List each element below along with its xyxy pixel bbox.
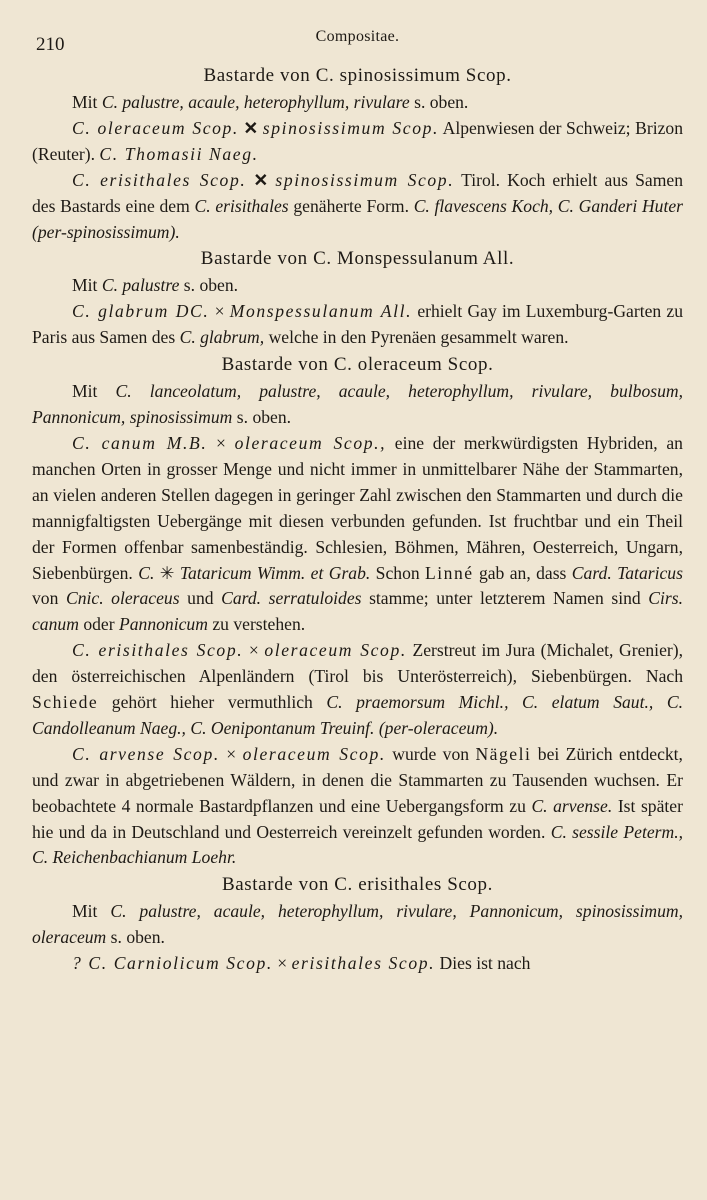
section-heading-erisithales: Bastarde von C. erisithales Scop. <box>222 874 493 896</box>
hybrid-cross-icon: ✕ <box>253 169 269 190</box>
running-title: Compositae. <box>315 28 400 45</box>
paragraph: C. erisithales Scop. ✕ spinosissimum Scop. Tirol. Koch erhielt aus Samen des Bastards eine dem C. erisithales genäherte Form. C. flavescens Koch, C. Ganderi Huter (per-spinosissimum). <box>32 169 684 242</box>
paragraph: C. canum M.B. × oleraceum Scop., eine der merkwürdigsten Hybriden, an manchen Orten in grosser Menge und nicht immer in unmittelbarer Nähe der Stammarten, an vielen anderen Stellen dagegen in geringer Zahl zwischen den Stammarten und durch die mannigfaltigsten Uebergänge mit diesen verbunden gefunden. Ist fruchtbar und ein Theil der Formen offenbar samenbeständig. Schlesien, Böhmen, Mähren, Oesterreich, Ungarn, Siebenbürgen. C. ✳ Tataricum Wimm. et Grab. Schon Linné gab an, dass Card. Tataricus von Cnic. oleraceus und Card. serratuloides stamme; unter letzterem Namen sind Cirs. canum oder Pannonicum zu verstehen. <box>32 432 683 635</box>
page-body <box>32 62 683 977</box>
paragraph: ? C. Carniolicum Scop. × erisithales Scop. Dies ist nach <box>72 953 531 974</box>
running-header <box>32 28 683 62</box>
page-number: 210 <box>36 34 65 55</box>
paragraph: Mit C. palustre, acaule, heterophyllum, rivulare s. oben. <box>72 92 469 112</box>
paragraph: C. glabrum DC. × Monspessulanum All. erhielt Gay im Luxemburg-Garten zu Paris aus Samen des C. glabrum, welche in den Pyrenäen gesammelt waren. <box>32 301 683 348</box>
star-hybrid-icon: ✳ <box>159 562 175 583</box>
section-heading-spinosissimum: Bastarde von C. spinosissimum Scop. <box>203 65 512 86</box>
hybrid-cross-icon: × <box>214 301 225 322</box>
hybrid-cross-icon: × <box>216 432 226 453</box>
section-heading-oleraceum: Bastarde von C. oleraceum Scop. <box>221 354 494 376</box>
hybrid-cross-icon: ✕ <box>243 117 259 138</box>
paragraph: Mit C. palustre, acaule, heterophyllum, rivulare, Pannonicum, spinosissimum, oleraceum s. oben. <box>32 901 683 948</box>
hybrid-cross-icon: × <box>248 640 259 661</box>
paragraph: C. oleraceum Scop. ✕ spinosissimum Scop. Alpenwiesen der Schweiz; Brizon (Reuter). C. Thomasii Naeg. <box>32 117 683 164</box>
paragraph: C. erisithales Scop. × oleraceum Scop. Zerstreut im Jura (Michalet, Grenier), den österreichischen Alpenländern (Tirol bis Unterösterreich), Siebenbürgen. Nach Schiede gehört hieher vermuthlich C. praemorsum Michl., C. elatum Saut., C. Candolleanum Naeg., C. Oenipontanum Treuinf. (per-oleraceum). <box>32 640 683 738</box>
section-heading-monspessulanum: Bastarde von C. Monspessulanum All. <box>200 248 515 270</box>
paragraph: Mit C. palustre s. oben. <box>72 275 239 296</box>
paragraph: C. arvense Scop. × oleraceum Scop. wurde von Nägeli bei Zürich entdeckt, und zwar in abgetriebenen Wäldern, in denen die Stammarten zu Tausenden wuchsen. Er beobachtete 4 normale Bastardpflanzen und eine Uebergangsform zu C. arvense. Ist später hie und da in Deutschland und Oesterreich vereinzelt gefunden worden. C. sessile Peterm., C. Reichenbachianum Loehr. <box>32 743 683 868</box>
hybrid-cross-icon: × <box>277 953 288 974</box>
paragraph: Mit C. lanceolatum, palustre, acaule, heterophyllum, rivulare, bulbosum, Pannonicum, spinosissimum s. oben. <box>32 381 683 428</box>
hybrid-cross-icon: × <box>226 743 237 764</box>
